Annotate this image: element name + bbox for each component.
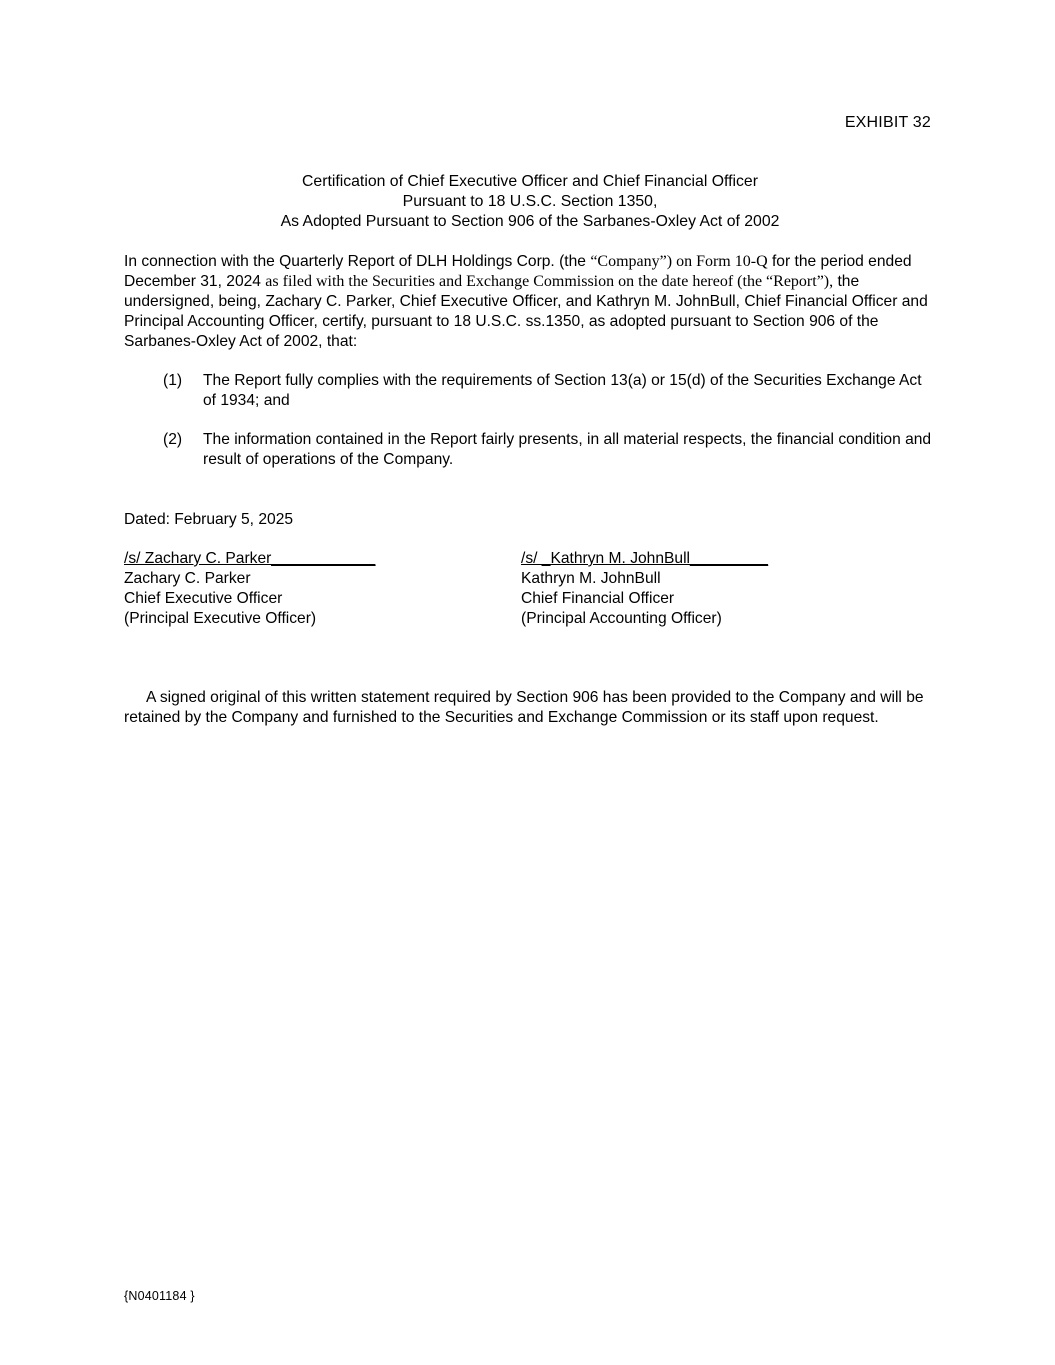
signatory-role: (Principal Accounting Officer) (521, 610, 722, 627)
title-line-3: As Adopted Pursuant to Section 906 of the Sarbanes-Oxley Act of 2002 (280, 213, 780, 230)
signature-line: /s/ Zachary C. Parker____________ (124, 550, 376, 567)
signatory-title: Chief Financial Officer (521, 590, 675, 607)
intro-part-4: as filed with the Securities and Exchange Commission on the date hereof (the “Report”), (265, 273, 834, 290)
intro-part-2: “Company”) on Form 10-Q (590, 253, 768, 270)
signatory-name: Zachary C. Parker (124, 570, 251, 587)
list-item-text: The Report fully complies with the requirements of Section 13(a) or 15(d) of the Securities Exchange Act of 1934; and (203, 372, 922, 409)
certification-title (124, 172, 936, 232)
list-item-number: (1) (163, 372, 183, 389)
dated-line: Dated: February 5, 2025 (124, 511, 294, 528)
intro-part-1: In connection with the Quarterly Report of DLH Holdings Corp. (the (124, 253, 591, 270)
list-item-number: (2) (163, 431, 183, 448)
title-line-1: Certification of Chief Executive Officer and Chief Financial Officer (302, 173, 758, 190)
signatory-role: (Principal Executive Officer) (124, 610, 317, 627)
list-item (163, 430, 938, 470)
title-line-2: Pursuant to 18 U.S.C. Section 1350, (402, 193, 658, 210)
intro-part-3: for the period ended December 31, 2024 (124, 253, 912, 290)
intro-paragraph (124, 252, 936, 352)
signature-line: /s/ _Kathryn M. JohnBull_________ (521, 550, 769, 567)
list-item-text: The information contained in the Report fairly presents, in all material respects, the financial condition and result of operations of the Company. (203, 431, 932, 468)
exhibit-label: EXHIBIT 32 (844, 114, 931, 131)
signatory-name: Kathryn M. JohnBull (521, 570, 661, 587)
signatory-title: Chief Executive Officer (124, 590, 283, 607)
document-footer-code: {N0401184 } (124, 1289, 195, 1303)
signature-block-ceo (124, 549, 375, 629)
intro-part-5: the undersigned, being, Zachary C. Parker, Chief Executive Officer, and Kathryn M. JohnBull, Chief Financial Officer and Principal Accounting Officer, certify, pursuant to 18 U.S.C. ss.1350, as adopted pursuant to Section 906 of the Sarbanes-Oxley Act of 2002, that: (124, 273, 928, 350)
signature-block-cfo (521, 549, 768, 629)
closing-statement: A signed original of this written statement required by Section 906 has been provided to the Company and will be retained by the Company and furnished to the Securities and Exchange Commission or its staff upon request. (124, 689, 924, 726)
list-item (163, 371, 938, 411)
